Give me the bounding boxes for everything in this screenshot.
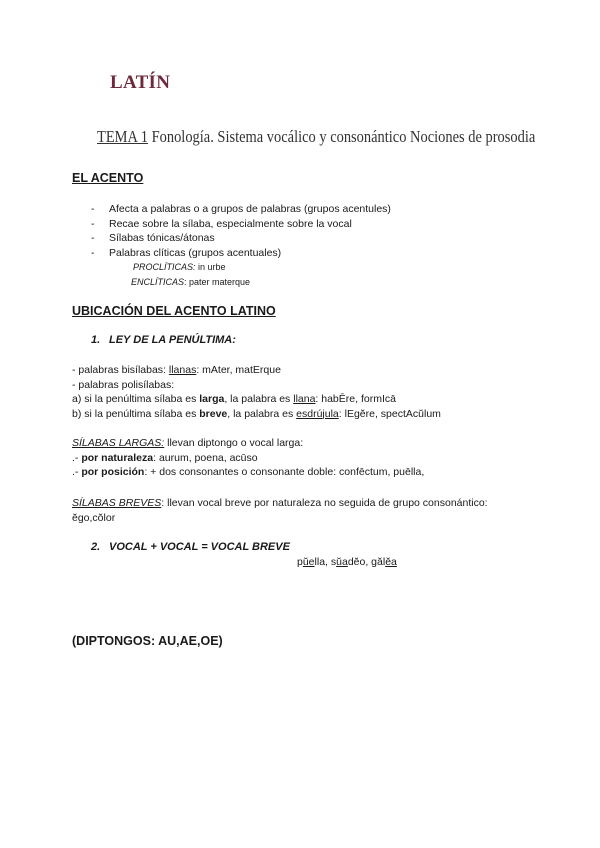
rule2-title: VOCAL + VOCAL = VOCAL BREVE bbox=[109, 541, 290, 553]
text: : aurum, poena, acūso bbox=[153, 451, 258, 464]
text: - palabras bisílabas: bbox=[72, 364, 169, 376]
posicion-term: por posición bbox=[81, 466, 145, 479]
text: : habĒre, formIcā bbox=[315, 393, 396, 406]
text: p bbox=[297, 556, 303, 568]
hiatus-vowels: ŭe bbox=[302, 556, 315, 568]
breve-term: breve bbox=[199, 407, 228, 420]
section-heading-ubicacion: UBICACIÓN DEL ACENTO LATINO bbox=[72, 304, 276, 318]
hiatus-vowels: ŭa bbox=[336, 556, 348, 568]
text: b) si la penúltima sílaba es bbox=[72, 407, 200, 420]
polisilabas-line: - palabras polisílabas: bbox=[72, 378, 175, 391]
list-item: - Afecta a palabras o a grupos de palabras (grupos acentules) bbox=[91, 202, 391, 217]
penultima-block bbox=[72, 363, 441, 421]
text: lla, s bbox=[314, 556, 337, 568]
largas-label: SÍLABAS LARGAS: bbox=[72, 437, 165, 449]
proclitic-label: PROCLÍTICAS: bbox=[133, 262, 196, 272]
list-item: - Palabras clíticas (grupos acentuales) bbox=[91, 246, 391, 261]
rule1-number: 1. bbox=[91, 334, 101, 346]
text: .- bbox=[72, 451, 82, 464]
text: a) si la penúltima sílaba es bbox=[72, 393, 200, 406]
llana-term: llana bbox=[293, 393, 316, 406]
naturaleza-line bbox=[72, 451, 424, 466]
text: : + dos consonantes o consonante doble: confēctum, puēlla, bbox=[144, 466, 425, 479]
text: dĕo, găl bbox=[347, 556, 386, 568]
largas-block bbox=[72, 436, 424, 480]
breves-line bbox=[72, 496, 488, 511]
acento-list-block bbox=[91, 202, 391, 260]
text: llevan diptongo o vocal larga: bbox=[164, 437, 304, 449]
breves-examples: ĕgo,cŏlor bbox=[72, 511, 116, 524]
llanas-term: llanas bbox=[168, 364, 197, 376]
larga-term: larga bbox=[199, 393, 225, 406]
tema-text: Fonología. Sistema vocálico y consonántico Nociones de prosodia bbox=[147, 127, 536, 146]
text: : llevan vocal breve por naturaleza no seguida de grupo consonántico: bbox=[161, 497, 488, 509]
section-heading-acento: EL ACENTO bbox=[72, 171, 144, 185]
largas-line bbox=[72, 436, 424, 451]
bisilabas-line bbox=[72, 363, 441, 378]
rule2-heading bbox=[91, 541, 290, 553]
tema-heading bbox=[97, 127, 535, 147]
rule-b-line bbox=[72, 407, 441, 422]
rule1-heading bbox=[91, 334, 236, 346]
proclitic-line bbox=[133, 262, 226, 272]
rule2-number: 2. bbox=[91, 541, 101, 553]
rule-a-line bbox=[72, 392, 441, 407]
proclitic-example: in urbe bbox=[195, 262, 226, 272]
text: : lEgĕre, spectAcŭlum bbox=[338, 407, 441, 420]
acento-list bbox=[91, 202, 391, 260]
enclitic-line bbox=[131, 277, 250, 287]
list-item: - Sílabas tónicas/átonas bbox=[91, 231, 391, 246]
text: .- bbox=[72, 466, 82, 479]
list-item: - Recae sobre la sílaba, especialmente sobre la vocal bbox=[91, 217, 391, 232]
hiatus-vowels: ĕa bbox=[385, 556, 397, 568]
text: , la palabra es bbox=[224, 393, 294, 406]
text: , la palabra es bbox=[227, 407, 297, 420]
posicion-line bbox=[72, 465, 424, 480]
diptongos-note: (DIPTONGOS: AU,AE,OE) bbox=[72, 634, 223, 648]
enclitic-example: : pater materque bbox=[184, 277, 251, 287]
naturaleza-term: por naturaleza bbox=[81, 451, 154, 464]
rule2-examples bbox=[297, 555, 397, 570]
enclitic-label: ENCLÍTICAS bbox=[131, 277, 185, 287]
esdrujula-term: esdrújula bbox=[296, 407, 339, 420]
breves-label: SÍLABAS BREVES bbox=[72, 497, 162, 509]
text: : mAter, matErque bbox=[196, 364, 281, 376]
rule1-title: LEY DE LA PENÚLTIMA: bbox=[109, 334, 236, 346]
breves-block bbox=[72, 496, 488, 525]
tema-label: TEMA 1 bbox=[97, 127, 148, 146]
document-title: LATÍN bbox=[110, 72, 171, 93]
